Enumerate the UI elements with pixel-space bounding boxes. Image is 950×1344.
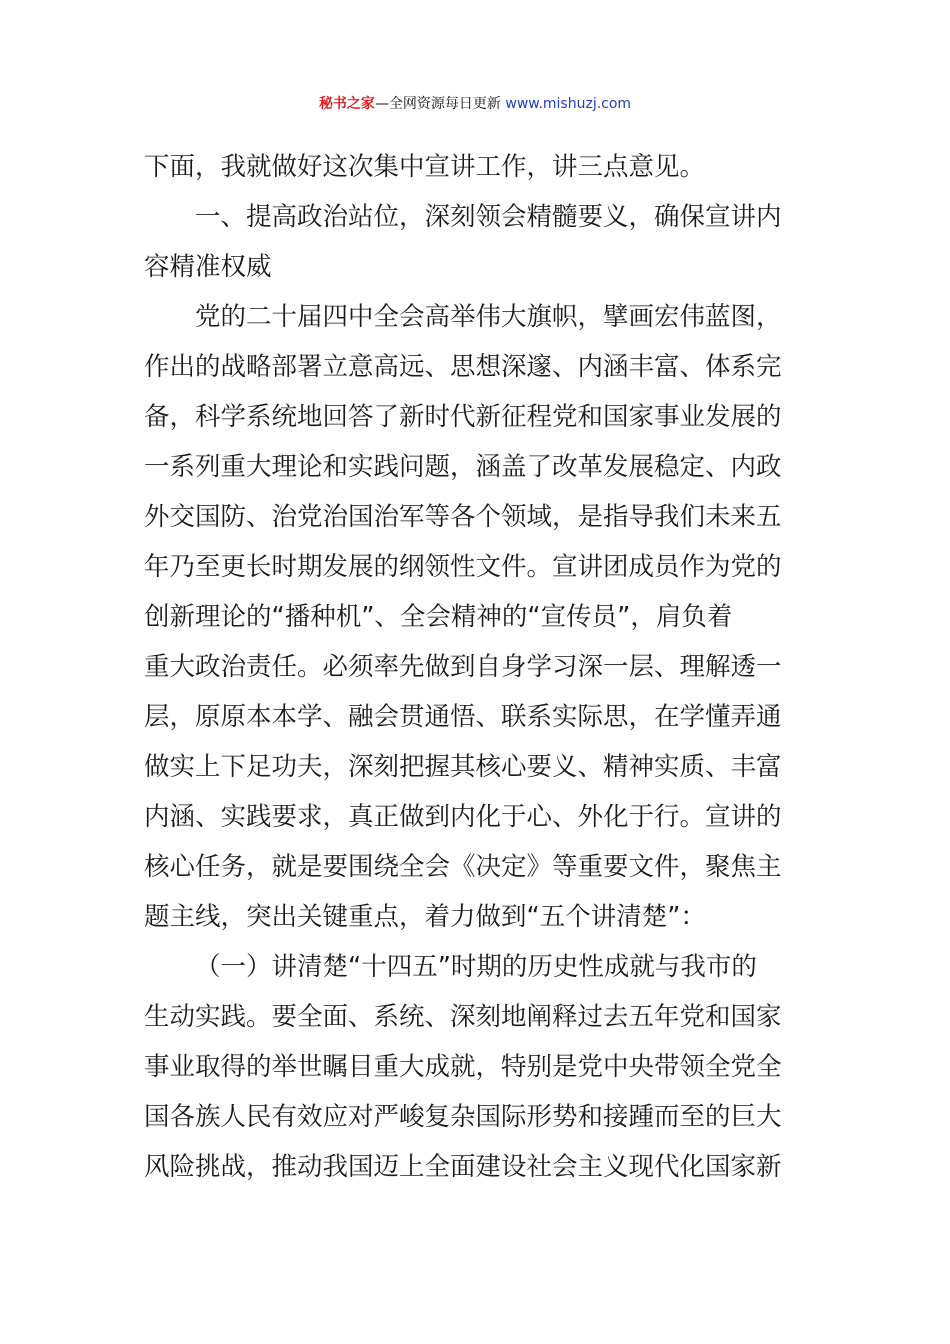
text-line: 外交国防、治党治国治军等各个领域，是指导我们未来五 bbox=[144, 502, 782, 532]
site-header bbox=[0, 86, 950, 122]
text-line: 重大政治责任。必须率先做到自身学习深一层、理解透一 bbox=[144, 652, 782, 682]
text-line: 风险挑战，推动我国迈上全面建设社会主义现代化国家新 bbox=[144, 1152, 782, 1182]
header-tagline: —全网资源每日更新 bbox=[374, 96, 501, 112]
text-line: 做实上下足功夫，深刻把握其核心要义、精神实质、丰富 bbox=[144, 752, 782, 782]
subsection-heading-line: （一）讲清楚“十四五”时期的历史性成就与我市的 bbox=[195, 952, 757, 982]
text-line: 事业取得的举世瞩目重大成就，特别是党中央带领全党全 bbox=[144, 1052, 782, 1082]
brand-name: 秘书之家 bbox=[318, 96, 375, 112]
document-body bbox=[144, 142, 808, 1192]
text-line: 年乃至更长时期发展的纲领性文件。宣讲团成员作为党的 bbox=[144, 552, 782, 582]
text-line: 生动实践。要全面、系统、深刻地阐释过去五年党和国家 bbox=[144, 1002, 782, 1032]
site-url[interactable]: www.mishuzj.com bbox=[500, 96, 632, 112]
section-heading-line: 一、提高政治站位，深刻领会精髓要义，确保宣讲内 bbox=[195, 202, 782, 232]
text-line: 核心任务，就是要围绕全会《决定》等重要文件，聚焦主 bbox=[144, 852, 782, 882]
text-line: 作出的战略部署立意高远、思想深邃、内涵丰富、体系完 bbox=[144, 352, 782, 382]
text-line: 一系列重大理论和实践问题，涵盖了改革发展稳定、内政 bbox=[144, 452, 782, 482]
text-line: 下面，我就做好这次集中宣讲工作，讲三点意见。 bbox=[144, 152, 706, 182]
text-line: 题主线，突出关键重点，着力做到“五个讲清楚”： bbox=[144, 902, 706, 932]
text-line: 国各族人民有效应对严峻复杂国际形势和接踵而至的巨大 bbox=[144, 1102, 782, 1132]
text-line: 备，科学系统地回答了新时代新征程党和国家事业发展的 bbox=[144, 402, 782, 432]
text-line: 党的二十届四中全会高举伟大旗帜，擘画宏伟蓝图， bbox=[195, 302, 782, 332]
text-line: 创新理论的“播种机”、全会精神的“宣传员”，肩负着 bbox=[144, 602, 733, 632]
text-line: 层，原原本本学、融会贯通悟、联系实际思，在学懂弄通 bbox=[144, 702, 782, 732]
section-heading-line: 容精准权威 bbox=[144, 252, 272, 282]
text-line: 内涵、实践要求，真正做到内化于心、外化于行。宣讲的 bbox=[144, 802, 782, 832]
